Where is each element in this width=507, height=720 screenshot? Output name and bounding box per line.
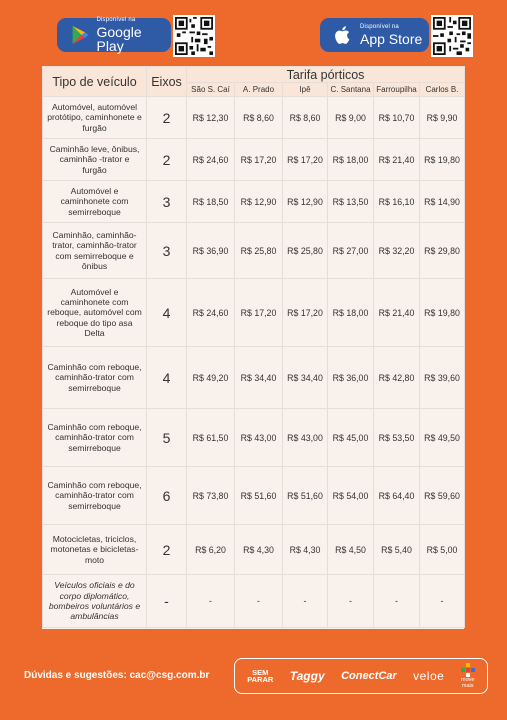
vehicle-type-cell: Caminhão, caminhão-trator, caminhão-trator com semirreboque e ônibus bbox=[43, 223, 147, 279]
tariff-value-cell: - bbox=[283, 575, 328, 628]
qr-code-icon bbox=[433, 17, 471, 55]
google-play-label: Google Play bbox=[96, 24, 142, 54]
tariff-value-cell: R$ 12,90 bbox=[283, 181, 328, 223]
tariff-value-cell: R$ 5,00 bbox=[420, 525, 465, 575]
tariff-value-cell: R$ 54,00 bbox=[328, 467, 374, 525]
header-city: A. Prado bbox=[235, 83, 283, 97]
tariff-value-cell: R$ 19,80 bbox=[420, 139, 465, 181]
qr-code-google bbox=[173, 15, 215, 57]
table-row bbox=[43, 525, 465, 575]
app-store-badge[interactable] bbox=[320, 18, 429, 52]
tariff-value-cell: R$ 19,80 bbox=[420, 279, 465, 347]
axles-cell: - bbox=[147, 575, 187, 628]
tariff-value-cell: - bbox=[374, 575, 420, 628]
tariff-value-cell: - bbox=[235, 575, 283, 628]
tariff-value-cell: R$ 43,00 bbox=[283, 409, 328, 467]
tariff-value-cell: R$ 17,20 bbox=[235, 139, 283, 181]
tariff-value-cell: R$ 21,40 bbox=[374, 139, 420, 181]
sem-parar-text-1: SEM bbox=[252, 667, 269, 677]
vehicle-type-cell: Automóvel e caminhonete com reboque, automóvel com reboque do tipo asa Delta bbox=[43, 279, 147, 347]
tariff-value-cell: R$ 10,70 bbox=[374, 97, 420, 139]
veloe-logo: veloe bbox=[413, 669, 445, 683]
tariff-value-cell: R$ 18,00 bbox=[328, 139, 374, 181]
axles-cell: 2 bbox=[147, 139, 187, 181]
tariff-value-cell: R$ 64,40 bbox=[374, 467, 420, 525]
table-row bbox=[43, 97, 465, 139]
tariff-value-cell: R$ 6,20 bbox=[187, 525, 235, 575]
tariff-value-cell: R$ 9,90 bbox=[420, 97, 465, 139]
axles-cell: 2 bbox=[147, 525, 187, 575]
vehicle-type-cell: Automóvel e caminhonete com semirreboque bbox=[43, 181, 147, 223]
table-row bbox=[43, 575, 465, 628]
sem-parar-logo bbox=[247, 669, 273, 684]
tariff-value-cell: R$ 51,60 bbox=[235, 467, 283, 525]
axles-cell: 4 bbox=[147, 347, 187, 409]
tariff-value-cell: R$ 24,60 bbox=[187, 139, 235, 181]
header-city: Farroupilha bbox=[374, 83, 420, 97]
move-mais-icon bbox=[461, 663, 475, 677]
tariff-value-cell: R$ 24,60 bbox=[187, 279, 235, 347]
tariff-value-cell: R$ 42,80 bbox=[374, 347, 420, 409]
tariff-value-cell: R$ 12,90 bbox=[235, 181, 283, 223]
sem-parar-text-2: PARAR bbox=[247, 675, 274, 684]
tariff-value-cell: R$ 39,60 bbox=[420, 347, 465, 409]
move-mais-logo bbox=[461, 663, 475, 689]
vehicle-type-cell: Caminhão com reboque, caminhão-trator com semirreboque bbox=[43, 467, 147, 525]
tariff-value-cell: R$ 34,40 bbox=[235, 347, 283, 409]
tariff-value-cell: R$ 17,20 bbox=[283, 279, 328, 347]
tariff-value-cell: R$ 14,90 bbox=[420, 181, 465, 223]
tariff-value-cell: R$ 73,80 bbox=[187, 467, 235, 525]
conectcar-logo: ConectCar bbox=[341, 670, 397, 682]
contact-text: Dúvidas e sugestões: cac@csg.com.br bbox=[24, 670, 210, 681]
tariff-value-cell: R$ 36,90 bbox=[187, 223, 235, 279]
tariff-table bbox=[42, 66, 465, 628]
tariff-value-cell: R$ 43,00 bbox=[235, 409, 283, 467]
tariff-value-cell: R$ 36,00 bbox=[328, 347, 374, 409]
tariff-value-cell: - bbox=[420, 575, 465, 628]
axles-cell: 3 bbox=[147, 223, 187, 279]
table-row bbox=[43, 409, 465, 467]
tariff-value-cell: R$ 17,20 bbox=[235, 279, 283, 347]
google-play-small: Disponível na bbox=[96, 17, 136, 23]
header-city: C. Santana bbox=[328, 83, 374, 97]
tariff-value-cell: R$ 53,50 bbox=[374, 409, 420, 467]
tariff-value-cell: R$ 16,10 bbox=[374, 181, 420, 223]
header-city: Ipê bbox=[283, 83, 328, 97]
google-play-badge[interactable] bbox=[57, 18, 171, 52]
taggy-logo: Taggy bbox=[289, 669, 325, 683]
vehicle-type-cell: Caminhão com reboque, caminhão-trator com semirreboque bbox=[43, 347, 147, 409]
header-city: Carlos B. bbox=[420, 83, 465, 97]
tariff-table-container bbox=[42, 66, 464, 629]
tariff-value-cell: R$ 34,40 bbox=[283, 347, 328, 409]
tariff-value-cell: R$ 8,60 bbox=[283, 97, 328, 139]
tariff-value-cell: R$ 9,00 bbox=[328, 97, 374, 139]
tariff-value-cell: R$ 27,00 bbox=[328, 223, 374, 279]
tariff-value-cell: R$ 4,30 bbox=[283, 525, 328, 575]
vehicle-type-cell: Automóvel, automóvel protótipo, caminhonete e furgão bbox=[43, 97, 147, 139]
partners-box bbox=[234, 658, 488, 694]
tariff-value-cell: R$ 8,60 bbox=[235, 97, 283, 139]
tariff-value-cell: R$ 5,40 bbox=[374, 525, 420, 575]
axles-cell: 5 bbox=[147, 409, 187, 467]
tariff-value-cell: - bbox=[328, 575, 374, 628]
tariff-table-body bbox=[43, 97, 465, 628]
tariff-value-cell: R$ 49,50 bbox=[420, 409, 465, 467]
tariff-value-cell: R$ 25,80 bbox=[283, 223, 328, 279]
table-row bbox=[43, 181, 465, 223]
table-row bbox=[43, 347, 465, 409]
tariff-value-cell: R$ 49,20 bbox=[187, 347, 235, 409]
move-mais-text-2: mais bbox=[461, 682, 474, 689]
table-row bbox=[43, 467, 465, 525]
tariff-value-cell: R$ 13,50 bbox=[328, 181, 374, 223]
axles-cell: 6 bbox=[147, 467, 187, 525]
axles-cell: 2 bbox=[147, 97, 187, 139]
tariff-value-cell: R$ 17,20 bbox=[283, 139, 328, 181]
vehicle-type-cell: Caminhão leve, ônibus, caminhão -trator e furgão bbox=[43, 139, 147, 181]
table-row bbox=[43, 279, 465, 347]
move-mais-text-1: move bbox=[461, 677, 475, 683]
tariff-value-cell: R$ 45,00 bbox=[328, 409, 374, 467]
tariff-value-cell: R$ 12,30 bbox=[187, 97, 235, 139]
axles-cell: 3 bbox=[147, 181, 187, 223]
tariff-value-cell: R$ 51,60 bbox=[283, 467, 328, 525]
header-tipo: Tipo de veículo bbox=[43, 67, 147, 97]
app-store-label: App Store bbox=[360, 31, 423, 47]
tariff-value-cell: R$ 21,40 bbox=[374, 279, 420, 347]
tariff-value-cell: R$ 29,80 bbox=[420, 223, 465, 279]
axles-cell: 4 bbox=[147, 279, 187, 347]
tariff-value-cell: R$ 4,30 bbox=[235, 525, 283, 575]
qr-code-icon bbox=[175, 17, 213, 55]
header-eixos: Eixos bbox=[147, 67, 187, 97]
tariff-value-cell: R$ 61,50 bbox=[187, 409, 235, 467]
vehicle-type-cell: Motocicletas, triciclos, motonetas e bicicletas-moto bbox=[43, 525, 147, 575]
vehicle-type-cell: Veículos oficiais e do corpo diplomático, bombeiros voluntários e ambulâncias bbox=[43, 575, 147, 628]
google-play-icon bbox=[69, 24, 90, 46]
tariff-value-cell: R$ 18,00 bbox=[328, 279, 374, 347]
tariff-value-cell: R$ 32,20 bbox=[374, 223, 420, 279]
app-store-small: Disponível na bbox=[360, 24, 399, 30]
tariff-value-cell: R$ 59,60 bbox=[420, 467, 465, 525]
tariff-value-cell: R$ 18,50 bbox=[187, 181, 235, 223]
tariff-value-cell: R$ 25,80 bbox=[235, 223, 283, 279]
tariff-value-cell: R$ 4,50 bbox=[328, 525, 374, 575]
table-row bbox=[43, 223, 465, 279]
table-row bbox=[43, 139, 465, 181]
header-city: São S. Caí bbox=[187, 83, 235, 97]
header-tarifa: Tarifa pórticos bbox=[187, 67, 465, 83]
qr-code-apple bbox=[431, 15, 473, 57]
vehicle-type-cell: Caminhão com reboque, caminhão-trator com semirreboque bbox=[43, 409, 147, 467]
apple-icon bbox=[332, 24, 354, 46]
tariff-value-cell: - bbox=[187, 575, 235, 628]
